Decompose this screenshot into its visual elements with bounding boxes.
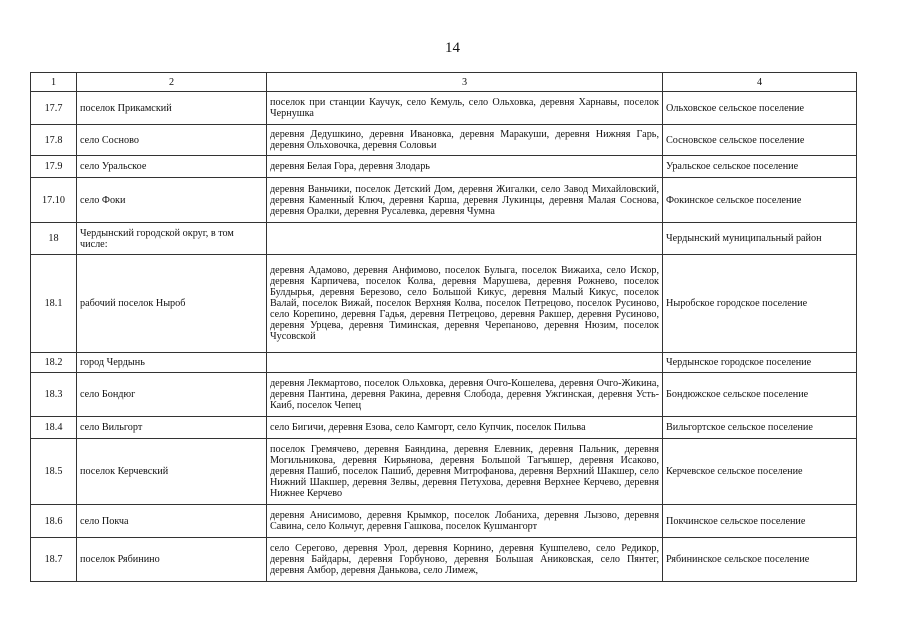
table-row xyxy=(31,505,857,538)
locality-name: Чердынский городской округ, в том числе: xyxy=(77,223,267,255)
settlement-name: Покчинское сельское поселение xyxy=(663,505,857,538)
table-header-row xyxy=(31,73,857,92)
table-row xyxy=(31,92,857,125)
table-row xyxy=(31,353,857,373)
settlement-name: Рябининское сельское поселение xyxy=(663,538,857,582)
included-localities: деревня Дедушкино, деревня Ивановка, деревня Маракуши, деревня Нижняя Гарь, деревня Ольховочка, деревня Соловьи xyxy=(267,125,663,156)
locality-name: поселок Рябинино xyxy=(77,538,267,582)
row-number: 18.4 xyxy=(31,417,77,439)
page-number: 14 xyxy=(445,40,460,56)
header-cell: 1 xyxy=(31,73,77,92)
row-number: 18 xyxy=(31,223,77,255)
row-number: 17.8 xyxy=(31,125,77,156)
included-localities: деревня Адамово, деревня Анфимово, поселок Булыга, поселок Вижаиха, село Искор, деревня Карпичева, поселок Колва, деревня Марушева, деревня Рожнево, поселок Булдырья, деревня Березово, село Большой Кикус, деревня Малый Кикус, поселок Валай, поселок Вижай, поселок Верхняя Колва, поселок Петрецово, поселок Русиново, село Корепино, деревня Гадья, деревня Петрецово, деревня Ракшер, деревня Русиново, деревня Урцева, деревня Тиминская, деревня Черепаново, деревня Нюзим, поселок Чусовской xyxy=(267,255,663,353)
locality-name: село Сосново xyxy=(77,125,267,156)
header-cell: 4 xyxy=(663,73,857,92)
settlement-name: Чердынское городское поселение xyxy=(663,353,857,373)
included-localities: деревня Анисимово, деревня Крымкор, поселок Лобаниха, деревня Лызово, деревня Савина, село Кольчуг, деревня Гашкова, поселок Кушмангорт xyxy=(267,505,663,538)
included-localities: деревня Лекмартово, поселок Ольховка, деревня Очго-Кошелева, деревня Очго-Жикина, деревня Пантина, деревня Ракина, деревня Слобода, деревня Ужгинская, деревня Усть-Каиб, поселок Чепец xyxy=(267,373,663,417)
header-cell: 3 xyxy=(267,73,663,92)
locality-name: поселок Прикамский xyxy=(77,92,267,125)
included-localities: поселок Гремячево, деревня Баяндина, деревня Елевник, деревня Пальник, деревня Могильникова, деревня Кирьянова, деревня Большой Тагъяшер, деревня Исаково, деревня Пашиб, поселок Пашиб, деревня Митрофанова, деревня Верхний Шакшер, село Нижний Шакшер, деревня Зелвы, деревня Петухова, деревня Верхнее Керчево, деревня Нижнее Керчево xyxy=(267,439,663,505)
locality-name: село Покча xyxy=(77,505,267,538)
table-row xyxy=(31,439,857,505)
settlement-name: Ольховское сельское поселение xyxy=(663,92,857,125)
row-number: 17.7 xyxy=(31,92,77,125)
row-number: 18.2 xyxy=(31,353,77,373)
locality-name: село Уральское xyxy=(77,156,267,178)
locality-name: город Чердынь xyxy=(77,353,267,373)
included-localities: деревня Ваньчики, поселок Детский Дом, деревня Жигалки, село Завод Михайловский, деревня Каменный Ключ, деревня Карша, деревня Лукинцы, деревня Малая Соснова, деревня Оралки, деревня Русалевка, деревня Чумна xyxy=(267,178,663,223)
table-row xyxy=(31,178,857,223)
settlement-name: Вильгортское сельское поселение xyxy=(663,417,857,439)
header-cell: 2 xyxy=(77,73,267,92)
row-number: 18.3 xyxy=(31,373,77,417)
settlement-name: Ныробское городское поселение xyxy=(663,255,857,353)
locality-name: село Бондюг xyxy=(77,373,267,417)
row-number: 17.10 xyxy=(31,178,77,223)
settlement-name: Сосновское сельское поселение xyxy=(663,125,857,156)
included-localities: село Бигичи, деревня Езова, село Камгорт, село Купчик, поселок Пильва xyxy=(267,417,663,439)
included-localities: поселок при станции Каучук, село Кемуль, село Ольховка, деревня Харнавы, поселок Чернушка xyxy=(267,92,663,125)
table-row xyxy=(31,373,857,417)
table-row xyxy=(31,255,857,353)
row-number: 18.5 xyxy=(31,439,77,505)
locality-name: поселок Керчевский xyxy=(77,439,267,505)
table-row xyxy=(31,125,857,156)
row-number: 18.1 xyxy=(31,255,77,353)
table-row xyxy=(31,156,857,178)
included-localities: деревня Белая Гора, деревня Злодарь xyxy=(267,156,663,178)
table-row xyxy=(31,223,857,255)
locality-name: село Фоки xyxy=(77,178,267,223)
settlement-name: Бондюжское сельское поселение xyxy=(663,373,857,417)
settlement-name: Уральское сельское поселение xyxy=(663,156,857,178)
table-row xyxy=(31,538,857,582)
locality-name: село Вильгорт xyxy=(77,417,267,439)
settlement-name: Фокинское сельское поселение xyxy=(663,178,857,223)
table-row xyxy=(31,417,857,439)
settlements-table xyxy=(30,72,857,582)
included-localities: село Серегово, деревня Урол, деревня Корнино, деревня Кушпелево, село Редикор, деревня Байдары, деревня Горбуново, деревня Большая Аниковская, село Пянтег, деревня Амбор, деревня Данькова, село Лимеж, xyxy=(267,538,663,582)
row-number: 17.9 xyxy=(31,156,77,178)
settlement-name: Чердынский муниципальный район xyxy=(663,223,857,255)
row-number: 18.7 xyxy=(31,538,77,582)
included-localities xyxy=(267,223,663,255)
settlement-name: Керчевское сельское поселение xyxy=(663,439,857,505)
row-number: 18.6 xyxy=(31,505,77,538)
included-localities xyxy=(267,353,663,373)
locality-name: рабочий поселок Ныроб xyxy=(77,255,267,353)
